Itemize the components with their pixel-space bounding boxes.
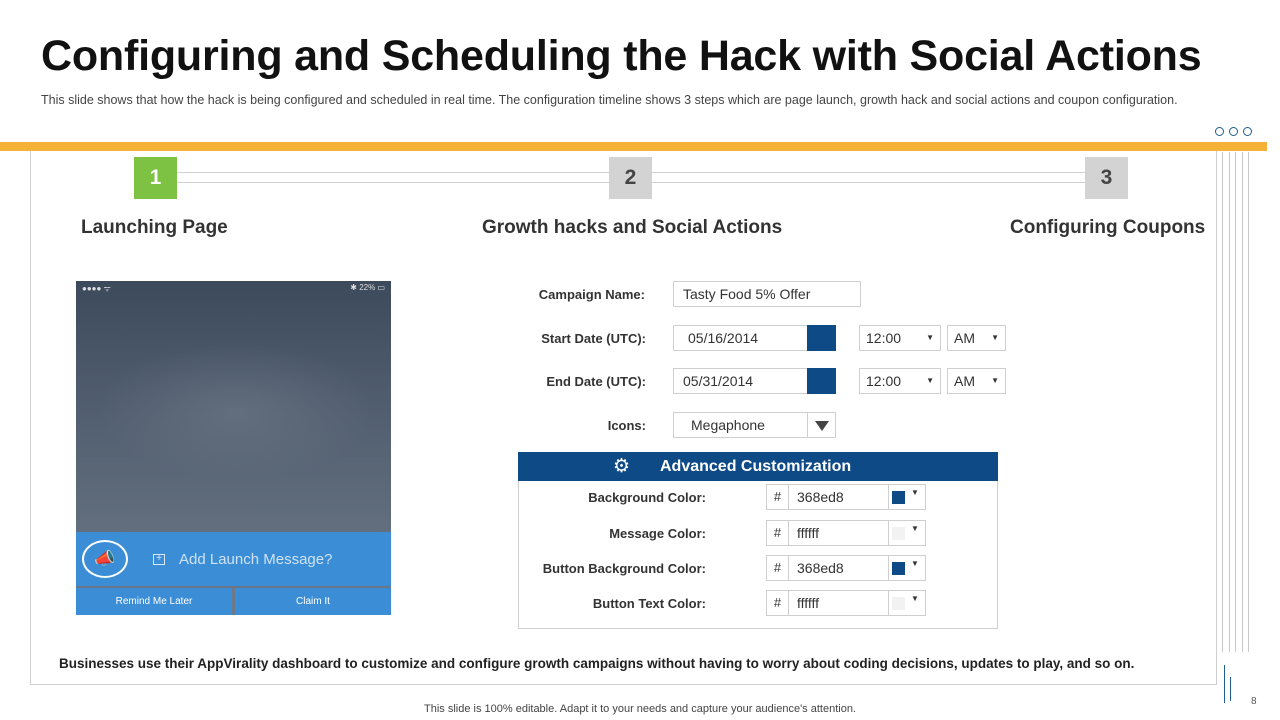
button-background-color-label: Button Background Color: bbox=[542, 561, 706, 576]
icons-label: Icons: bbox=[607, 418, 646, 433]
timeline-step-1: 1 bbox=[134, 157, 177, 199]
start-time-select[interactable]: 12:00 ▼ bbox=[859, 325, 941, 351]
slide-title: Configuring and Scheduling the Hack with Social Actions bbox=[41, 32, 1202, 80]
step-label-configuring-coupons: Configuring Coupons bbox=[1010, 217, 1206, 238]
footer-note: Businesses use their AppVirality dashboard to customize and configure growth campaigns without having to worry about coding decisions, updates to play, and so on. bbox=[59, 656, 1135, 671]
accent-bar bbox=[0, 142, 1267, 151]
end-ampm-select[interactable]: AM ▼ bbox=[947, 368, 1006, 394]
icons-select[interactable]: Megaphone bbox=[673, 412, 836, 438]
color-swatch bbox=[892, 562, 905, 575]
end-date-label: End Date (UTC): bbox=[546, 374, 646, 389]
launch-message-text: Add Launch Message? bbox=[179, 550, 333, 568]
start-date-input[interactable]: 05/16/2014 bbox=[673, 325, 809, 351]
message-color-input[interactable]: ffffff bbox=[789, 520, 889, 546]
megaphone-icon: 📣 bbox=[82, 540, 128, 578]
campaign-name-label: Campaign Name: bbox=[538, 287, 645, 302]
editable-note: This slide is 100% editable. Adapt it to your needs and capture your audience's attention. bbox=[424, 703, 856, 715]
color-swatch bbox=[892, 527, 905, 540]
decorative-vertical-lines bbox=[1216, 152, 1249, 652]
chevron-down-icon bbox=[807, 413, 835, 437]
page-marker-icon bbox=[1224, 665, 1240, 703]
message-color-picker[interactable]: ▼ bbox=[888, 520, 926, 546]
add-icon: + bbox=[153, 554, 165, 565]
dot-icon bbox=[1229, 127, 1238, 136]
start-ampm-select[interactable]: AM ▼ bbox=[947, 325, 1006, 351]
end-date-input[interactable]: 05/31/2014 bbox=[673, 368, 809, 394]
step-label-launching-page: Launching Page bbox=[81, 217, 228, 238]
gear-icon: ⚙ bbox=[613, 456, 631, 477]
hash-prefix: # bbox=[766, 590, 789, 616]
battery-icon: ✱ 22% ▭ bbox=[350, 283, 385, 292]
button-background-color-picker[interactable]: ▼ bbox=[888, 555, 926, 581]
button-background-color-input[interactable]: 368ed8 bbox=[789, 555, 889, 581]
page-number: 8 bbox=[1251, 696, 1257, 707]
end-date-calendar-button[interactable] bbox=[807, 368, 836, 394]
phone-status-bar bbox=[76, 281, 391, 293]
slide-subtitle: This slide shows that how the hack is being configured and scheduled in real time. The configuration timeline shows 3 steps which are page launch, growth hack and social actions and coupon configuration. bbox=[41, 93, 1178, 107]
dot-icon bbox=[1215, 127, 1224, 136]
dot-icon bbox=[1243, 127, 1252, 136]
phone-screenshot bbox=[76, 281, 391, 615]
button-text-color-input[interactable]: ffffff bbox=[789, 590, 889, 616]
advanced-customization-title: Advanced Customization bbox=[660, 458, 852, 475]
remind-me-later-button: Remind Me Later bbox=[76, 588, 232, 615]
background-color-input[interactable]: 368ed8 bbox=[789, 484, 889, 510]
end-time-select[interactable]: 12:00 ▼ bbox=[859, 368, 941, 394]
timeline-step-2: 2 bbox=[609, 157, 652, 199]
hash-prefix: # bbox=[766, 555, 789, 581]
color-swatch bbox=[892, 491, 905, 504]
start-date-calendar-button[interactable] bbox=[807, 325, 836, 351]
message-color-label: Message Color: bbox=[609, 526, 706, 541]
start-date-label: Start Date (UTC): bbox=[541, 331, 646, 346]
step-label-growth-hacks: Growth hacks and Social Actions bbox=[482, 217, 783, 238]
advanced-customization-header[interactable] bbox=[518, 452, 998, 481]
decorative-dots bbox=[1215, 127, 1252, 136]
claim-it-button: Claim It bbox=[235, 588, 391, 615]
color-swatch bbox=[892, 597, 905, 610]
hash-prefix: # bbox=[766, 484, 789, 510]
background-color-label: Background Color: bbox=[588, 490, 706, 505]
hash-prefix: # bbox=[766, 520, 789, 546]
signal-icon: ●●●● ᯤ bbox=[82, 284, 111, 293]
launch-message-bar bbox=[76, 532, 391, 586]
button-text-color-picker[interactable]: ▼ bbox=[888, 590, 926, 616]
background-color-picker[interactable]: ▼ bbox=[888, 484, 926, 510]
campaign-name-input[interactable]: Tasty Food 5% Offer bbox=[673, 281, 861, 307]
button-text-color-label: Button Text Color: bbox=[592, 596, 706, 611]
phone-buttons bbox=[76, 588, 391, 615]
timeline-step-3: 3 bbox=[1085, 157, 1128, 199]
